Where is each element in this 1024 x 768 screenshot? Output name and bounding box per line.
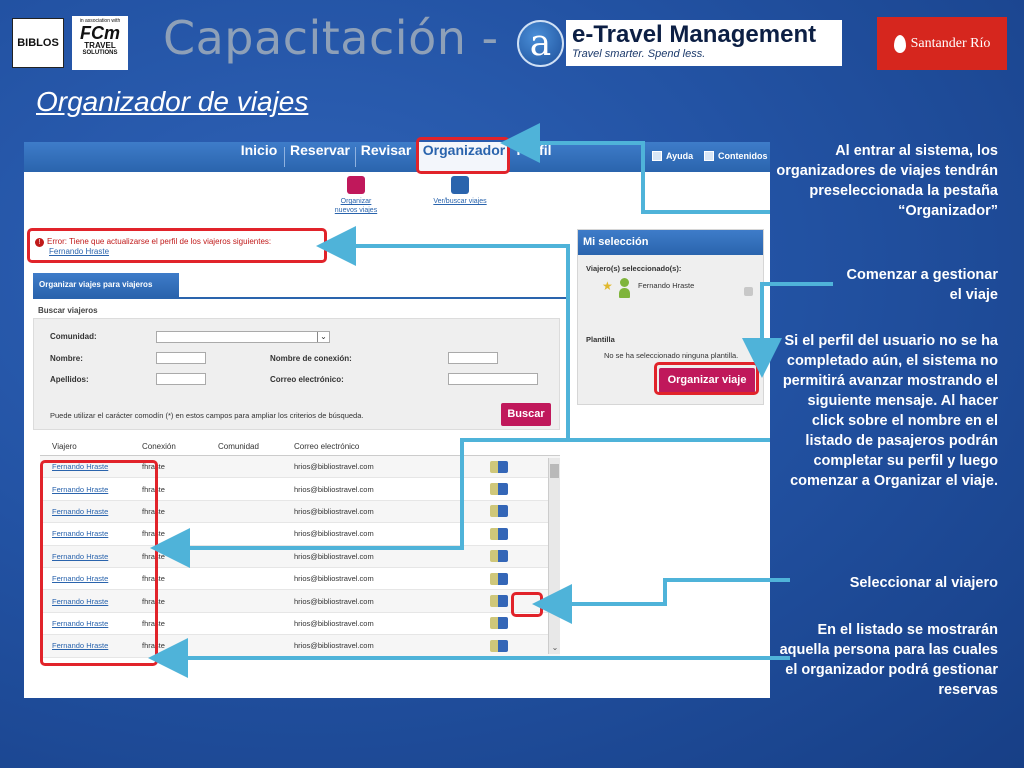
- traveler-email: hrios@bibliostravel.com: [294, 506, 374, 516]
- col-traveler: Viajero: [52, 442, 77, 451]
- fcm-logo-line2: FCm: [80, 23, 120, 43]
- selected-traveler-name: Fernando Hraste: [638, 281, 695, 290]
- community-label: Comunidad:: [50, 332, 97, 341]
- tab-perfil[interactable]: Perfil: [516, 142, 552, 158]
- traveler-email: hrios@bibliostravel.com: [294, 462, 374, 472]
- error-icon: !: [35, 238, 44, 247]
- traveler-login: fhraste: [142, 529, 165, 539]
- arrow-organizador: [520, 143, 770, 212]
- chevron-down-icon: ⌄: [317, 332, 329, 342]
- col-community: Comunidad: [218, 442, 259, 451]
- traveler-login: fhraste: [142, 506, 165, 516]
- error-text: Error: Tiene que actualizarse el perfil de los viajeros siguientes:: [47, 237, 272, 246]
- traveler-email: hrios@bibliostravel.com: [294, 574, 374, 584]
- slide-subtitle: Organizador de viajes: [36, 86, 309, 117]
- traveler-email: hrios@bibliostravel.com: [294, 641, 374, 651]
- traveler-name-link[interactable]: Fernando Hraste: [52, 484, 109, 494]
- template-text: No se ha seleccionado ninguna plantilla.: [604, 351, 739, 360]
- selection-title: Mi selección: [578, 230, 763, 255]
- fcm-logo-line3: TRAVEL: [84, 41, 116, 50]
- a-logo-icon: a: [517, 20, 564, 67]
- wildcard-hint: Puede utilizar el carácter comodín (*) en estos campos para ampliar los criterios de búsqueda.: [50, 411, 364, 420]
- traveler-login: fhraste: [142, 574, 165, 584]
- traveler-name-link[interactable]: Fernando Hraste: [52, 596, 109, 606]
- col-login: Conexión: [142, 442, 176, 451]
- contents-label: Contenidos: [718, 151, 768, 161]
- traveler-login: fhraste: [142, 641, 165, 651]
- traveler-login: fhraste: [142, 484, 165, 494]
- tab-reservar[interactable]: Reservar: [290, 142, 350, 158]
- error-traveler-link[interactable]: Fernando Hraste: [49, 247, 110, 256]
- traveler-name-link[interactable]: Fernando Hraste: [52, 506, 109, 516]
- note-start-managing: Comenzar a gestionar el viaje: [846, 267, 998, 303]
- template-label: Plantilla: [586, 335, 615, 344]
- traveler-email: hrios@bibliostravel.com: [294, 596, 374, 606]
- traveler-email: hrios@bibliostravel.com: [294, 529, 374, 539]
- tab-organize-trips[interactable]: Organizar viajes para viajeros: [33, 273, 179, 297]
- help-label: Ayuda: [666, 151, 694, 161]
- note-select-traveler: Seleccionar al viajero: [849, 575, 998, 591]
- traveler-name-link[interactable]: Fernando Hraste: [52, 529, 109, 539]
- traveler-name-link[interactable]: Fernando Hraste: [52, 551, 109, 561]
- etm-tagline: Travel smarter. Spend less.: [572, 48, 706, 60]
- search-trips-label: Ver/buscar viajes: [433, 198, 487, 205]
- col-email: Correo electrónico: [294, 442, 360, 451]
- traveler-name-link[interactable]: Fernando Hraste: [52, 462, 109, 472]
- organize-trip-button[interactable]: Organizar viaje: [659, 368, 755, 393]
- fcm-logo-line1: in association with: [79, 18, 121, 24]
- tab-inicio[interactable]: Inicio: [240, 142, 278, 158]
- new-trips-label: Organizar nuevos viajes: [334, 198, 378, 214]
- login-label: Nombre de conexión:: [270, 354, 352, 363]
- tab-organizador[interactable]: Organizador: [419, 142, 509, 172]
- search-button[interactable]: Buscar: [501, 403, 551, 426]
- fcm-logo-line4: SOLUTIONS: [82, 50, 118, 56]
- email-label: Correo electrónico:: [270, 375, 344, 384]
- traveler-login: fhraste: [142, 596, 165, 606]
- note-organizador-tab: Al entrar al sistema, los organizadores de viajes tendrán preseleccionada la pestaña “Organizador”: [776, 143, 998, 219]
- surname-label: Apellidos:: [50, 375, 89, 384]
- arrow-error: [336, 246, 770, 440]
- traveler-email: hrios@bibliostravel.com: [294, 618, 374, 628]
- scroll-down-icon[interactable]: ⌄: [551, 643, 559, 652]
- name-label: Nombre:: [50, 354, 83, 363]
- arrow-names: [170, 440, 770, 548]
- note-list-info: En el listado se mostrarán aquella persona para las cuales el organizador podrá gestionar reservas: [779, 622, 998, 698]
- traveler-email: hrios@bibliostravel.com: [294, 484, 374, 494]
- traveler-login: fhraste: [142, 618, 165, 628]
- traveler-name-link[interactable]: Fernando Hraste: [52, 641, 109, 651]
- tab-revisar[interactable]: Revisar: [360, 142, 412, 158]
- slide-title: Capacitación -: [163, 11, 499, 65]
- traveler-name-link[interactable]: Fernando Hraste: [52, 618, 109, 628]
- santander-text: Santander Río: [910, 35, 991, 51]
- traveler-email: hrios@bibliostravel.com: [294, 551, 374, 561]
- traveler-login: fhraste: [142, 551, 165, 561]
- traveler-login: fhraste: [142, 462, 165, 472]
- biblos-logo: BIBLOS: [12, 18, 64, 68]
- etm-title: e-Travel Management: [572, 21, 817, 48]
- search-heading: Buscar viajeros: [38, 306, 98, 315]
- selected-travelers-label: Viajero(s) seleccionado(s):: [586, 264, 682, 273]
- traveler-name-link[interactable]: Fernando Hraste: [52, 574, 109, 584]
- arrow-select: [552, 580, 790, 604]
- note-incomplete-profile: Si el perfil del usuario no se ha completado aún, el sistema no permitirá avanzar mostrando el siguiente mensaje. Al hacer click sobre el nombre en el listado de pasajeros podrán completar su perfil y luego comenzar a Organizar el viaje.: [782, 333, 998, 489]
- star-icon: ★: [602, 279, 613, 293]
